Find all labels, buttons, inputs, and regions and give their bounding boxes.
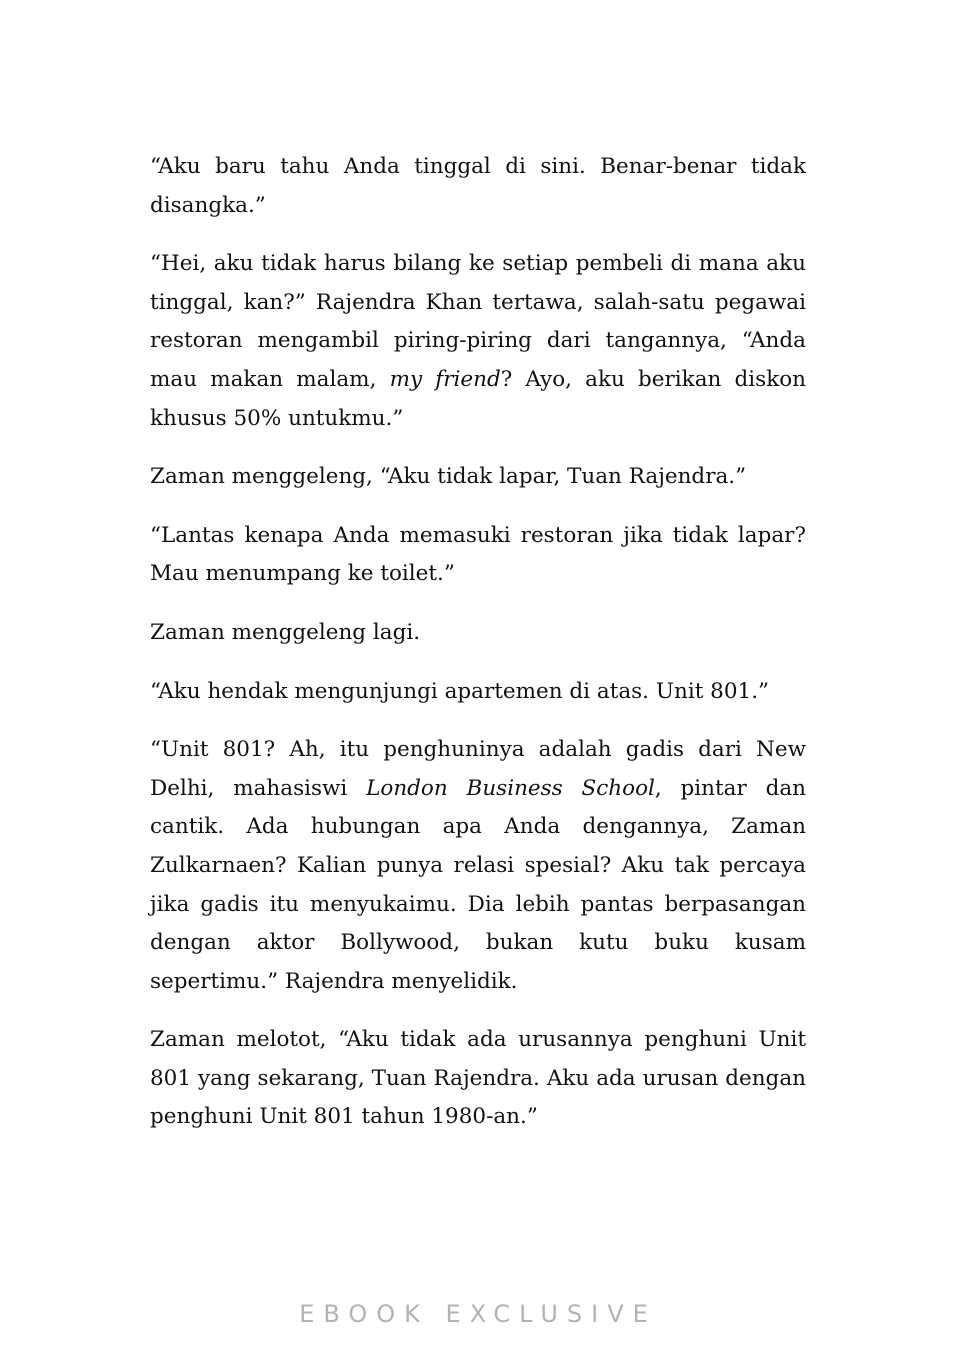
- paragraph-text: “Hei, aku tidak harus bilang ke setiap pembeli di mana aku tinggal, kan?” Rajendra Khan tertawa, salah-satu pegawai restoran mengambil piring-piring dari tangannya, “Anda mau makan malam,: [150, 251, 806, 392]
- italic-phrase: my friend: [389, 366, 501, 392]
- paragraph-text: “Lantas kenapa Anda memasuki restoran jika tidak lapar? Mau menumpang ke toilet.”: [150, 522, 806, 587]
- paragraph: [150, 614, 806, 653]
- page-body: [150, 148, 806, 1157]
- paragraph: [150, 245, 806, 438]
- paragraph: [150, 1021, 806, 1137]
- paragraph-text: “Aku hendak mengunjungi apartemen di atas. Unit 801.”: [150, 678, 770, 704]
- paragraph-text: “Unit 801? Ah, itu penghuninya adalah gadis dari New Delhi, mahasiswi: [150, 737, 806, 801]
- italic-phrase: London Business School: [366, 775, 655, 801]
- paragraph-text: ? Ayo, aku berikan diskon khusus 50% untukmu.”: [150, 366, 807, 431]
- paragraph: [150, 458, 806, 497]
- ebook-exclusive-footer: EBOOK EXCLUSIVE: [299, 1300, 657, 1328]
- paragraph-text: “Aku baru tahu Anda tinggal di sini. Benar-benar tidak disangka.”: [150, 154, 806, 218]
- paragraph: [150, 148, 806, 225]
- paragraph-text: Zaman menggeleng, “Aku tidak lapar, Tuan Rajendra.”: [150, 464, 747, 490]
- paragraph: [150, 731, 806, 1001]
- paragraph-text: Zaman melotot, “Aku tidak ada urusannya penghuni Unit 801 yang sekarang, Tuan Rajendra. Aku ada urusan dengan penghuni Unit 801 tahun 1980-an.”: [150, 1027, 806, 1130]
- paragraph: [150, 673, 806, 712]
- paragraph: [150, 517, 806, 594]
- paragraph-text: Zaman menggeleng lagi.: [150, 619, 421, 645]
- paragraph-text: , pintar dan cantik. Ada hubungan apa Anda dengannya, Zaman Zulkarnaen? Kalian punya relasi spesial? Aku tak percaya jika gadis itu menyukaimu. Dia lebih pantas berpasangan dengan aktor Bollywood, bukan kutu buku kusam sepertimu.” Rajendra menyelidik.: [150, 775, 806, 994]
